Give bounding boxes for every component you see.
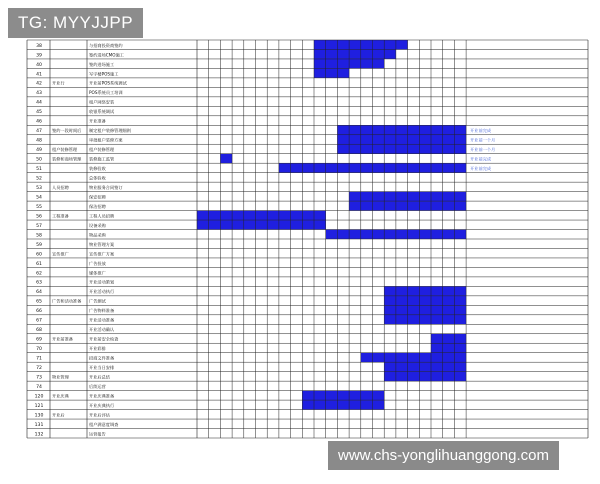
row-task: 设备采购	[89, 222, 106, 228]
row-number: 120	[34, 394, 44, 400]
row-task: 工程人员招聘	[89, 213, 115, 219]
gantt-bar	[302, 391, 384, 400]
row-task: 保安招聘	[89, 194, 106, 200]
row-note: 开业前完成	[470, 128, 492, 134]
row-number: 52	[36, 176, 42, 182]
row-number: 38	[36, 43, 42, 49]
row-number: 58	[36, 233, 42, 239]
gantt-bar	[431, 343, 466, 352]
gantt-bar	[431, 334, 466, 343]
row-number: 45	[36, 110, 42, 116]
row-task: 物业管理方案	[89, 241, 115, 247]
row-task: 开业当日安排	[89, 365, 115, 371]
gantt-bar	[384, 305, 466, 314]
gantt-bar	[302, 400, 384, 409]
row-task: 广告投放	[89, 260, 106, 266]
gantt-bar	[220, 154, 232, 163]
row-number: 131	[34, 422, 44, 428]
row-number: 40	[36, 62, 42, 68]
row-task: POS系统员工培训	[89, 90, 123, 96]
row-number: 56	[36, 214, 42, 220]
row-task: 开业彩排	[89, 346, 106, 352]
gantt-bar	[314, 68, 349, 77]
row-number: 46	[36, 119, 42, 125]
row-task: 开业后总结	[89, 374, 110, 380]
row-number: 66	[36, 309, 42, 315]
row-number: 39	[36, 53, 42, 59]
row-number: 70	[36, 347, 42, 353]
row-number: 73	[36, 375, 42, 381]
gantt-bar	[384, 315, 466, 324]
row-task: 装修施工监管	[89, 156, 115, 162]
row-task: 租户满意度调查	[89, 421, 119, 427]
row-group: 开业庆典	[52, 393, 69, 399]
row-number: 121	[34, 403, 44, 409]
row-number: 59	[36, 242, 42, 248]
row-task: 宣传推广方案	[89, 251, 115, 257]
row-note: 开业前一个月	[470, 137, 496, 143]
row-group: 开业前准备	[52, 336, 73, 342]
row-number: 53	[36, 185, 42, 191]
row-number: 54	[36, 195, 42, 201]
row-number: 61	[36, 261, 42, 267]
row-task: 租户网络安装	[89, 99, 115, 105]
gantt-bar	[361, 353, 466, 362]
row-task: 招商文件准备	[89, 355, 115, 361]
gantt-bar	[197, 211, 326, 220]
row-number: 48	[36, 138, 42, 144]
row-group: 租户装修管理	[52, 147, 78, 153]
row-number: 63	[36, 280, 42, 286]
row-number: 65	[36, 299, 42, 305]
row-number: 41	[36, 72, 42, 78]
row-group: 物业管理	[52, 374, 69, 380]
watermark-tag: TG: MYYJJPP	[8, 8, 143, 38]
row-task: 开业活动确认	[89, 327, 115, 333]
row-number: 47	[36, 129, 42, 135]
row-task: 签约进场CMO施工	[89, 52, 124, 58]
row-task: 物业服务合同签订	[89, 184, 123, 190]
gantt-bar	[337, 144, 466, 153]
gantt-bar	[314, 49, 396, 58]
row-task: 装修验收	[89, 166, 106, 172]
row-task: 开业活动策划	[89, 279, 115, 285]
row-task: 开业前安全检查	[89, 336, 119, 342]
row-task: 广告测试	[89, 298, 106, 304]
row-number: 72	[36, 366, 42, 372]
row-number: 64	[36, 290, 42, 296]
row-task: 开业前POS系统调试	[89, 80, 127, 86]
row-number: 49	[36, 148, 42, 154]
row-group: 开业行	[52, 80, 65, 86]
row-task: 签约进场施工	[89, 61, 115, 67]
row-number: 74	[36, 384, 42, 390]
row-task: 开业活动准备	[89, 317, 115, 323]
row-number: 50	[36, 157, 42, 163]
gantt-bar	[384, 286, 466, 295]
row-task: 开业庆典执行	[89, 402, 115, 408]
row-number: 130	[34, 413, 44, 419]
row-number: 62	[36, 271, 42, 277]
row-number: 69	[36, 337, 42, 343]
row-task: 与招商投资商签约	[89, 42, 123, 48]
row-number: 51	[36, 167, 42, 173]
gantt-bar	[197, 220, 326, 229]
row-note: 开业前一个月	[470, 147, 496, 153]
row-group: 宣传推广	[52, 251, 69, 257]
row-number: 42	[36, 81, 42, 87]
row-group: 开业后	[52, 412, 65, 418]
row-task: 审批租户装修方案	[89, 137, 123, 143]
row-task: 开业庆典准备	[89, 393, 115, 399]
row-task: 物品采购	[89, 232, 106, 238]
row-task: 运营报告	[89, 431, 106, 437]
row-group: 人员招聘	[52, 184, 69, 190]
row-task: 制定租户装修管理细则	[89, 128, 131, 134]
row-number: 44	[36, 100, 42, 106]
row-note: 开业前完成	[470, 166, 492, 172]
row-task: 开业准备	[89, 118, 106, 124]
gantt-bar	[337, 125, 466, 134]
row-group: 签约一段时间后	[52, 128, 82, 134]
row-task: 收银系统调试	[89, 109, 115, 115]
row-task: 后续运营	[89, 383, 106, 389]
row-group: 广告和活动准备	[52, 298, 82, 304]
gantt-bar	[337, 135, 466, 144]
gantt-bar	[384, 296, 466, 305]
row-number: 43	[36, 91, 42, 97]
row-task: 媒体推广	[89, 270, 106, 276]
row-group: 装修和商场管理	[52, 156, 82, 162]
row-number: 57	[36, 223, 42, 229]
row-task: 总体验收	[89, 175, 106, 181]
row-task: 开业活动执行	[89, 289, 115, 295]
row-task: 开业后评估	[89, 412, 110, 418]
watermark-url: www.chs-yonglihuanggong.com	[328, 441, 559, 470]
row-task: 租户装修管理	[89, 147, 115, 153]
row-note: 开业前完成	[470, 156, 492, 162]
row-task: 广告物料准备	[89, 308, 115, 314]
row-number: 60	[36, 252, 42, 258]
row-number: 71	[36, 356, 42, 362]
row-group: 工程准备	[52, 213, 69, 219]
row-task: 保洁招聘	[89, 203, 106, 209]
row-number: 68	[36, 328, 42, 334]
gantt-bar	[384, 372, 466, 381]
row-number: 132	[34, 432, 44, 438]
gantt-bar	[384, 362, 466, 371]
row-task: 写字楼POS施工	[89, 71, 119, 77]
row-number: 67	[36, 318, 42, 324]
row-number: 55	[36, 204, 42, 210]
